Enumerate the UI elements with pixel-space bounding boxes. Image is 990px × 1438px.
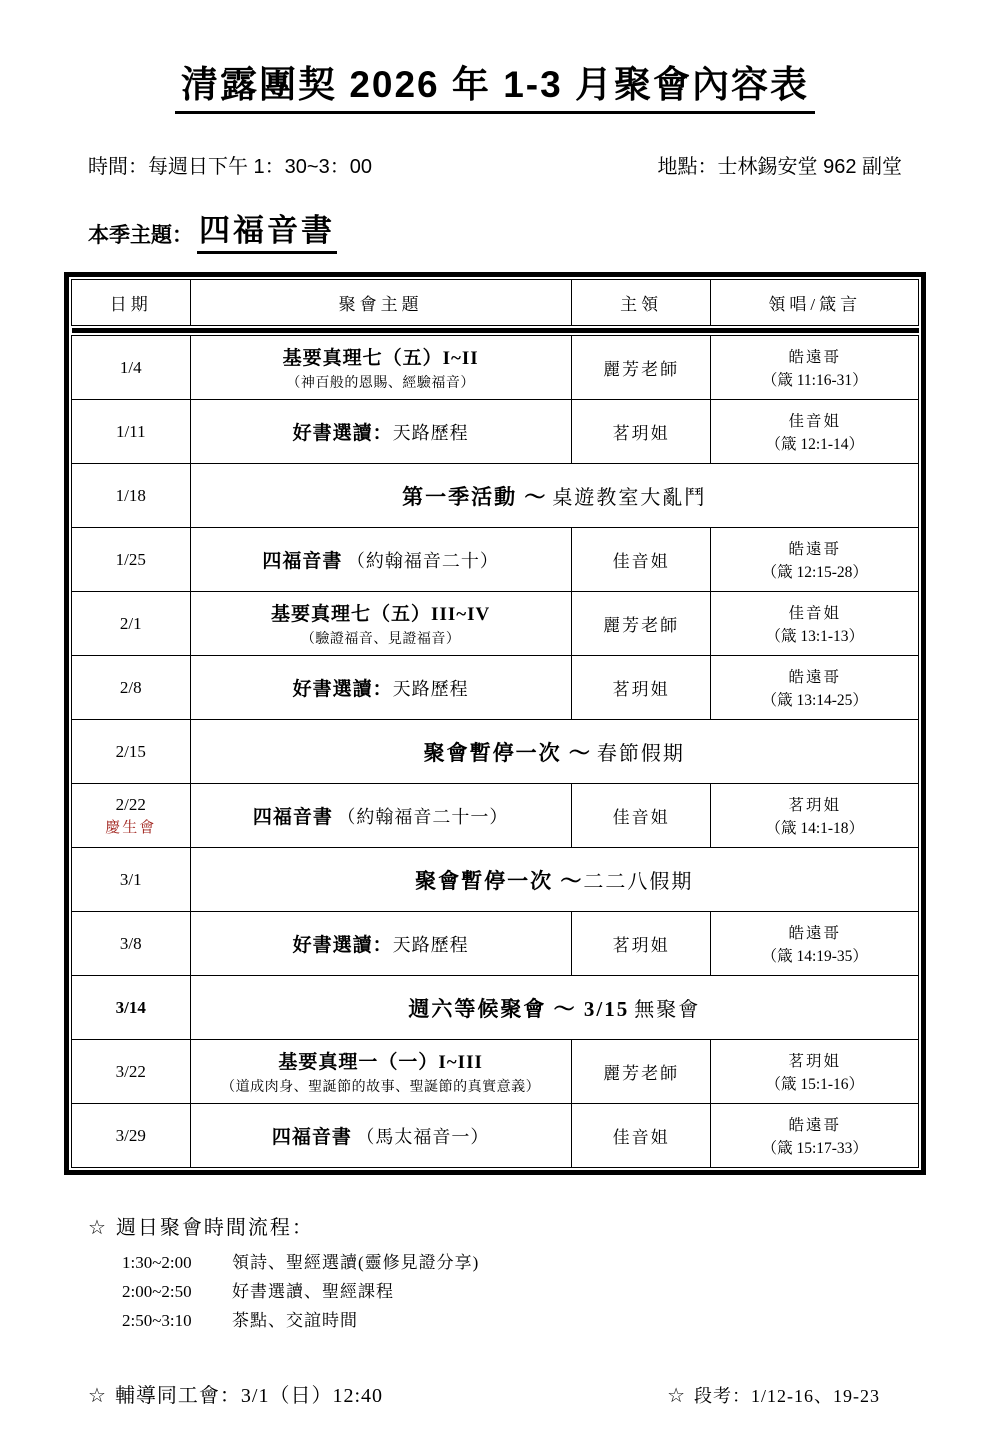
topic-cell: [190, 1040, 571, 1104]
exam-note-line: [667, 1382, 880, 1408]
leader-cell: 佳音姐: [571, 1104, 711, 1168]
col-header-singer: 領唱/箴言: [711, 280, 919, 326]
schedule-table-border: [64, 272, 926, 1175]
topic-cell: [190, 592, 571, 656]
table-row-merged: [72, 464, 919, 528]
schedule-item: [122, 1248, 902, 1277]
staff-meeting-note: 輔導同工會：3/1（日）12:40: [114, 1385, 384, 1407]
merged-topic-cell: [190, 720, 918, 784]
singer-cell: [711, 592, 919, 656]
theme-label: 本季主題：: [88, 224, 193, 247]
date-value: 2/22: [115, 794, 146, 814]
schedule-item: [122, 1277, 902, 1306]
date-cell: 2/1: [72, 592, 191, 656]
date-cell: 1/4: [72, 336, 191, 400]
date-cell: 2/8: [72, 656, 191, 720]
date-cell: 1/11: [72, 400, 191, 464]
topic-main: 好書選讀：: [292, 423, 393, 444]
table-row: [72, 400, 919, 464]
date-cell: [72, 784, 191, 848]
singer-name: 皓遠哥: [788, 1117, 841, 1134]
leader-cell: 麗芳老師: [571, 1040, 711, 1104]
verse-ref: （箴 14:1-18）: [765, 820, 865, 837]
topic-rest: 天路歷程: [392, 679, 469, 699]
verse-ref: （箴 12:15-28）: [761, 564, 868, 581]
merged-topic-rest: 無聚會: [634, 998, 701, 1021]
schedule-activity: 茶點、交誼時間: [232, 1311, 358, 1330]
table-row: [72, 784, 919, 848]
date-cell: 3/22: [72, 1040, 191, 1104]
topic-main: 好書選讀：: [292, 679, 393, 700]
verse-ref: （箴 13:1-13）: [765, 628, 865, 645]
leader-cell: 茗玥姐: [571, 912, 711, 976]
verse-ref: （箴 12:1-14）: [765, 436, 865, 453]
topic-main: 四福音書: [262, 551, 343, 572]
staff-meeting-line: [88, 1379, 383, 1408]
title-wrap: [60, 54, 930, 114]
bottom-notes: [88, 1379, 902, 1408]
topic-rest: （約翰福音二十一）: [337, 807, 509, 827]
table-row: [72, 656, 919, 720]
table-row: [72, 592, 919, 656]
star-icon: ☆: [88, 1385, 107, 1407]
table-row-merged: [72, 720, 919, 784]
singer-name: 皓遠哥: [788, 349, 841, 366]
topic-main: 四福音書: [252, 807, 333, 828]
merged-topic-rest: 春節假期: [596, 742, 685, 765]
theme-value: 四福音書: [197, 205, 337, 254]
col-header-leader: 主領: [571, 280, 711, 326]
date-cell: 3/1: [72, 848, 191, 912]
date-cell: 1/25: [72, 528, 191, 592]
singer-name: 佳音姐: [788, 605, 841, 622]
info-line: [88, 150, 902, 179]
merged-topic-cell: [190, 464, 918, 528]
topic-main: 基要真理一（一）I~III: [278, 1052, 483, 1073]
merged-topic-cell: [190, 848, 918, 912]
date-cell: 1/18: [72, 464, 191, 528]
time-info: 時間：每週日下午 1：30~3：00: [88, 156, 372, 178]
merged-topic-cell: [190, 976, 918, 1040]
singer-cell: [711, 400, 919, 464]
schedule-item: [122, 1306, 902, 1335]
topic-sub: （道成肉身、聖誕節的故事、聖誕節的真實意義）: [221, 1080, 541, 1095]
table-row: [72, 336, 919, 400]
star-icon: ☆: [88, 1217, 108, 1239]
merged-topic-main: 第一季活動 ～: [402, 484, 548, 509]
page-title: 清露團契 2026 年 1-3 月聚會內容表: [175, 54, 815, 114]
date-cell: 2/15: [72, 720, 191, 784]
leader-cell: 麗芳老師: [571, 336, 711, 400]
date-cell: 3/14: [72, 976, 191, 1040]
schedule-table: [71, 279, 919, 1168]
merged-topic-main: 週六等候聚會 ～ 3/15: [408, 996, 630, 1021]
verse-ref: （箴 11:16-31）: [761, 372, 868, 389]
topic-main: 好書選讀：: [292, 935, 393, 956]
merged-topic-main: 聚會暫停一次 ～: [423, 740, 592, 765]
topic-cell: [190, 336, 571, 400]
topic-main: 基要真理七（五）III~IV: [271, 604, 491, 625]
singer-cell: [711, 528, 919, 592]
singer-cell: [711, 1040, 919, 1104]
verse-ref: （箴 15:17-33）: [761, 1140, 868, 1157]
exam-note: 段考：1/12-16、19-23: [694, 1386, 880, 1406]
schedule-time: 2:00~2:50: [122, 1282, 192, 1301]
schedule-time: 2:50~3:10: [122, 1311, 192, 1330]
leader-cell: 佳音姐: [571, 528, 711, 592]
topic-rest: （約翰福音二十）: [346, 551, 499, 571]
footer-notes: [88, 1211, 902, 1335]
separator-bar: [72, 328, 919, 333]
singer-name: 茗玥姐: [788, 1053, 841, 1070]
topic-sub: （驗證福音、見證福音）: [300, 632, 461, 647]
col-header-date: 日期: [72, 280, 191, 326]
schedule-title: 週日聚會時間流程：: [115, 1217, 314, 1239]
singer-cell: [711, 336, 919, 400]
date-cell: 3/29: [72, 1104, 191, 1168]
topic-main: 四福音書: [271, 1127, 352, 1148]
singer-cell: [711, 784, 919, 848]
merged-topic-rest: 二二八假期: [583, 870, 694, 893]
schedule-list: [122, 1248, 902, 1335]
star-icon: ☆: [667, 1385, 686, 1407]
table-row: [72, 1104, 919, 1168]
merged-topic-main: 聚會暫停一次 ～: [415, 868, 584, 893]
singer-name: 佳音姐: [788, 413, 841, 430]
table-row: [72, 528, 919, 592]
topic-cell: [190, 912, 571, 976]
leader-cell: 茗玥姐: [571, 400, 711, 464]
table-header-row: [72, 280, 919, 326]
topic-rest: 天路歷程: [392, 935, 469, 955]
date-cell: 3/8: [72, 912, 191, 976]
verse-ref: （箴 13:14-25）: [761, 692, 868, 709]
table-row: [72, 912, 919, 976]
verse-ref: （箴 14:19-35）: [761, 948, 868, 965]
topic-main: 基要真理七（五）I~II: [282, 348, 479, 369]
verse-ref: （箴 15:1-16）: [765, 1076, 865, 1093]
leader-cell: 茗玥姐: [571, 656, 711, 720]
topic-rest: （馬太福音一）: [356, 1127, 490, 1147]
merged-topic-rest: 桌遊教室大亂鬥: [552, 486, 707, 509]
location-info: 地點：士林錫安堂 962 副堂: [657, 156, 902, 178]
topic-cell: [190, 784, 571, 848]
table-row-merged: [72, 848, 919, 912]
birthday-note: 慶生會: [105, 819, 157, 836]
topic-sub: （神百般的恩賜、經驗福音）: [286, 376, 475, 391]
table-row-merged: [72, 976, 919, 1040]
singer-cell: [711, 1104, 919, 1168]
singer-name: 皓遠哥: [788, 925, 841, 942]
header-separator: [72, 326, 919, 336]
singer-cell: [711, 912, 919, 976]
col-header-topic: 聚會主題: [190, 280, 571, 326]
topic-rest: 天路歷程: [392, 423, 469, 443]
theme-line: [88, 205, 930, 254]
singer-name: 皓遠哥: [788, 669, 841, 686]
table-row: [72, 1040, 919, 1104]
topic-cell: [190, 400, 571, 464]
topic-cell: [190, 1104, 571, 1168]
schedule-activity: 好書選讀、聖經課程: [232, 1282, 394, 1301]
leader-cell: 佳音姐: [571, 784, 711, 848]
schedule-activity: 領詩、聖經選讀(靈修見證分享): [232, 1253, 480, 1272]
schedule-title-line: [88, 1211, 902, 1240]
singer-cell: [711, 656, 919, 720]
leader-cell: 麗芳老師: [571, 592, 711, 656]
singer-name: 皓遠哥: [788, 541, 841, 558]
schedule-time: 1:30~2:00: [122, 1253, 192, 1272]
topic-cell: [190, 656, 571, 720]
topic-cell: [190, 528, 571, 592]
singer-name: 茗玥姐: [788, 797, 841, 814]
